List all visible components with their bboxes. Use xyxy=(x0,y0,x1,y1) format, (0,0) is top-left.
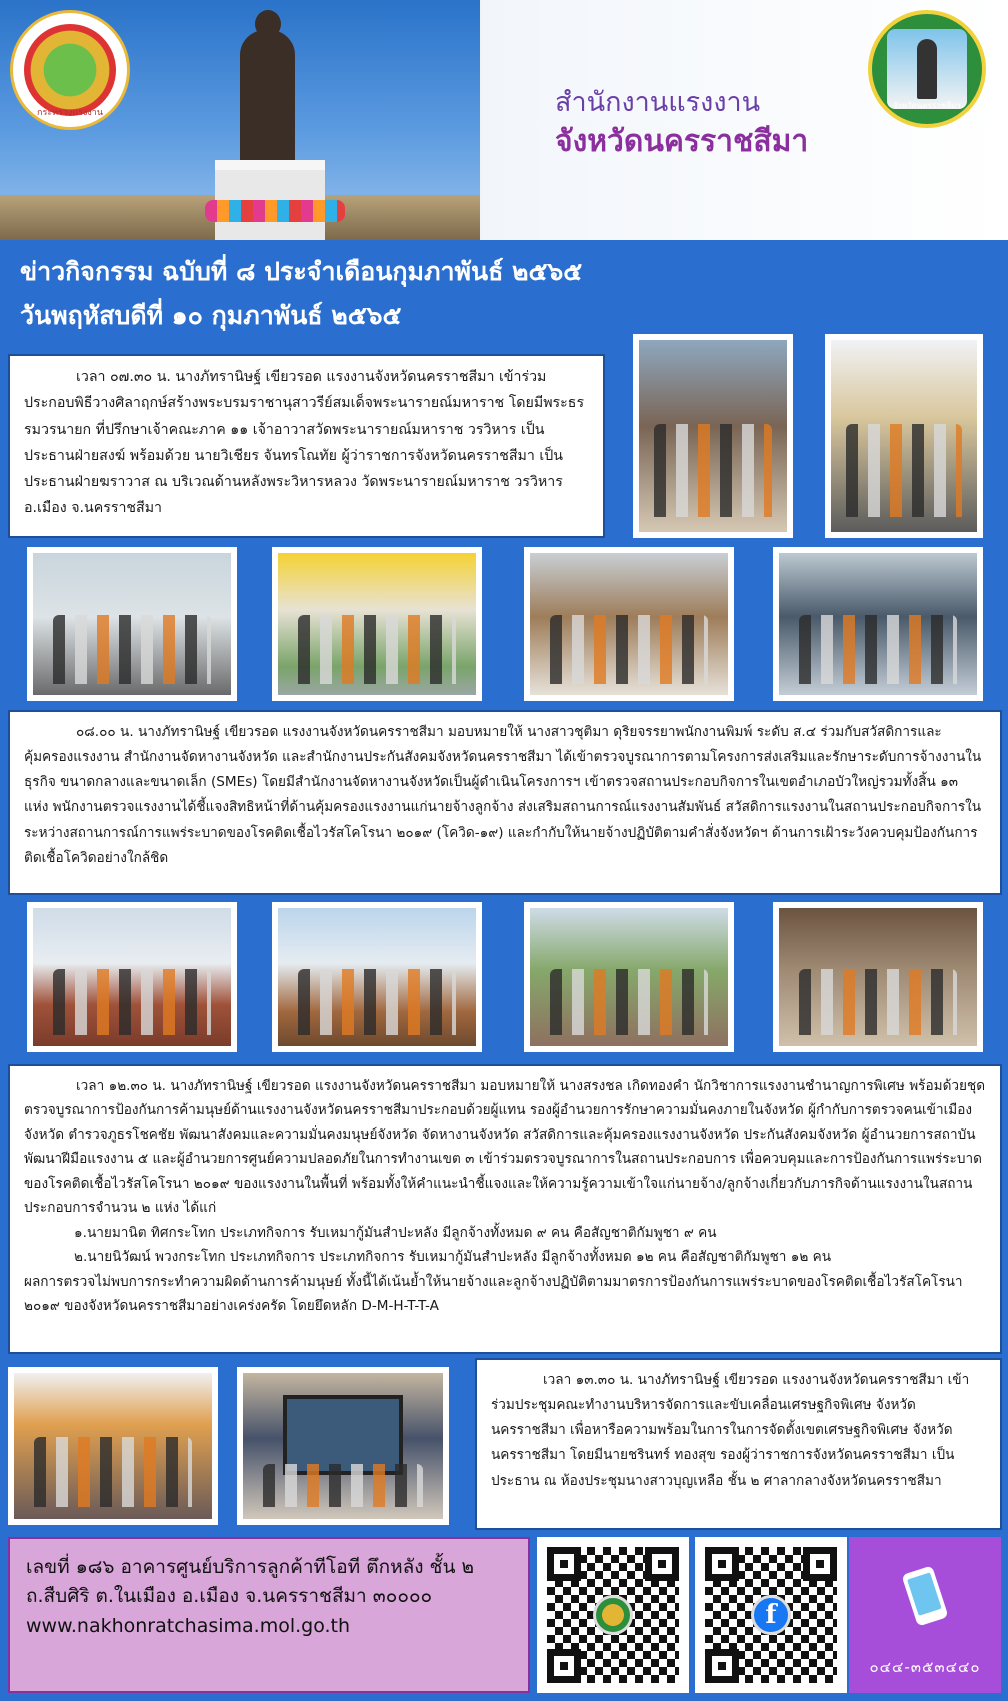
photo-field-1 xyxy=(27,902,237,1052)
photo-meeting-1 xyxy=(8,1367,218,1525)
article-2 xyxy=(8,710,1002,895)
qr-code-website[interactable] xyxy=(537,1537,689,1693)
article-1 xyxy=(8,354,605,538)
article-4 xyxy=(475,1358,1002,1530)
province-seal-icon-small xyxy=(593,1595,633,1635)
facebook-icon: f xyxy=(751,1595,791,1635)
statue-image xyxy=(240,30,295,170)
photo-field-2 xyxy=(272,902,482,1052)
phone-number: ๐๔๔-๓๕๓๔๔๐ xyxy=(869,1658,981,1676)
qr-code-facebook[interactable] xyxy=(695,1537,847,1693)
article-1-text: เวลา ๐๗.๓๐ น. นางภัทรานิษฐ์ เขียวรอด แรงงานจังหวัดนครราชสีมา เข้าร่วมประกอบพิธีวางศิลาฤกษ์สร้างพระบรมราชานุสาวรีย์สมเด็จพระนารายณ์มหาราช โดยมีพระธรรมวรนายก ที่ปรึกษาเจ้าคณะภาค ๑๑ เจ้าอาวาสวัดพระนารายณ์มหาราช วรวิหาร เป็นประธานฝ่ายสงฆ์ พร้อมด้วย นายวิเชียร จันทรโณทัย ผู้ว่าราชการจังหวัดนครราชสีมา เป็นประธานฝ่ายฆราวาส ณ บริเวณด้านหลังพระวิหารหลวง วัดพระนารายณ์มหาราช วรวิหาร อ.เมือง จ.นครราชสีมา xyxy=(24,369,585,517)
website-link[interactable]: www.nakhonratchasima.mol.go.th xyxy=(26,1614,351,1637)
newsletter-title: ข่าวกิจกรรม ฉบับที่ ๘ ประจำเดือนกุมภาพันธ์ ๒๕๖๕ xyxy=(20,257,583,286)
province-seal-logo xyxy=(868,10,986,128)
phone-contact-box[interactable] xyxy=(849,1537,1001,1693)
contact-address-box xyxy=(8,1537,530,1693)
header-banner xyxy=(0,0,1008,240)
photo-ceremony-1 xyxy=(633,334,793,538)
article-3-item-1: ๑.นายมานิต ทิศกระโทก ประเภทกิจการ รับเหมากู้มันสำปะหลัง มีลูกจ้างทั้งหมด ๙ คน คือสัญชาติกัมพูชา ๙ คน xyxy=(74,1224,717,1241)
article-3-result: ผลการตรวจไม่พบการกระทำความผิดด้านการค้ามนุษย์ ทั้งนี้ได้เน้นย้ำให้นายจ้างและลูกจ้างปฏิบัติตามมาตรการป้องกันการแพร่ระบาดของโรคติดเชื้อไวรัสโคโรนา ๒๐๑๙ ของจังหวัดนครราชสีมาอย่างเคร่งครัด โดยยึดหลัก D-M-H-T-T-A xyxy=(24,1273,963,1315)
article-3-text: เวลา ๑๒.๓๐ น. นางภัทรานิษฐ์ เขียวรอด แรงงานจังหวัดนครราชสีมา มอบหมายให้ นางสรงชล เกิดทองคำ นักวิชาการแรงงานชำนาญการพิเศษ พร้อมด้วยชุดตรวจบูรณาการป้องกันการค้ามนุษย์ด้านแรงงานจังหวัดนครราชสีมาประกอบด้วยผู้แทน รองผู้อำนวยการรักษาความมั่นคงภายในจังหวัด ผู้กำกับการตรวจคนเข้าเมืองจังหวัด ตำรวจภูธรโชคชัย พัฒนาสังคมและความมั่นคงมนุษย์จังหวัด จัดหางานจังหวัด สวัสดิการและคุ้มครองแรงงานจังหวัด ประกันสังคมจังหวัด ผู้อำนวยการสถาบันพัฒนาฝีมือแรงงาน ๕ และผู้อำนวยการศูนย์ความปลอดภัยในการทำงานเขต ๓ เข้าร่วมตรวจบูรณาการในสถานประกอบการ เพื่อควบคุมและการป้องกันการแพร่ระบาดของโรคติดเชื้อไวรัสโคโรนา ๒๐๑๙ ของแรงงานในพื้นที่ พร้อมทั้งให้คำแนะนำชี้แจงและให้ความรู้ความเข้าใจแก่นายจ้าง/ลูกจ้างเกี่ยวกับภารกิจด้านแรงงานในสถานประกอบการจำนวน ๒ แห่ง ได้แก่ xyxy=(24,1078,986,1217)
newsletter-date: วันพฤหัสบดีที่ ๑๐ กุมภาพันธ์ ๒๕๖๕ xyxy=(20,301,402,330)
photo-field-4 xyxy=(773,902,983,1052)
province-seal-icon xyxy=(887,29,967,109)
office-name-line2: จังหวัดนครราชสีมา xyxy=(555,124,809,159)
garland-decoration xyxy=(205,200,345,222)
photo-meeting-2 xyxy=(237,1367,449,1525)
article-3 xyxy=(8,1064,1002,1354)
article-4-text: เวลา ๑๓.๓๐ น. นางภัทรานิษฐ์ เขียวรอด แรงงานจังหวัดนครราชสีมา เข้าร่วมประชุมคณะทำงานบริหารจัดการและขับเคลื่อนเศรษฐกิจพิเศษ จังหวัดนครราชสีมา เพื่อหารือความพร้อมในการในการจัดตั้งเขตเศรษฐกิจพิเศษ จังหวัดนครราชสีมา โดยมีนายชรินทร์ ทองสุข รองผู้ว่าราชการจังหวัดนครราชสีมา เป็นประธาน ณ ห้องประชุมนางสาวบุญเหลือ ชั้น ๒ ศาลากลางจังหวัดนครราชสีมา xyxy=(491,1372,970,1489)
photo-inspection-3 xyxy=(524,547,734,701)
right-logo-text: จังหวัดนครราชสีมา xyxy=(893,101,961,110)
photo-field-3 xyxy=(524,902,734,1052)
qr-code-icon xyxy=(705,1547,837,1683)
photo-inspection-2 xyxy=(272,547,482,701)
photo-inspection-1 xyxy=(27,547,237,701)
office-name-line1: สำนักงานแรงงาน xyxy=(555,87,761,118)
photo-inspection-4 xyxy=(773,547,983,701)
article-2-text: ๐๘.๐๐ น. นางภัทรานิษฐ์ เขียวรอด แรงงานจังหวัดนครราชสีมา มอบหมายให้ นางสาวชุติมา ดุริยจรรยาพนักงานพิมพ์ ระดับ ส.๔ ร่วมกับสวัสดิการและคุ้มครองแรงงาน สำนักงานจัดหางานจังหวัด และสำนักงานประกันสังคมจังหวัดนครราชสีมา ได้เข้าตรวจบูรณาการตามโครงการส่งเสริมและรักษาระดับการจ้างงานในธุรกิจ ขนาดกลางและขนาดเล็ก (SMEs) โดยมีสำนักงานจัดหางานจังหวัดเป็นผู้ดำเนินโครงการฯ เข้าตรวจสถานประกอบกิจการในเขตอำเภอบัวใหญ่รวมทั้งสิ้น ๑๓ แห่ง พนักงานตรวจแรงงานได้ชี้แจงสิทธิหน้าที่ด้านคุ้มครองแรงงานแก่นายจ้างลูกจ้าง ส่งเสริมสถานการณ์แรงงานสัมพันธ์ สวัสดิการแรงงานในสถานประกอบกิจการในระหว่างสถานการณ์การแพร่ระบาดของโรคติดเชื้อไวรัสโคโรนา ๒๐๑๙ (โควิด-๑๙) และกำกับให้นายจ้างปฏิบัติตามคำสั่งจังหวัดฯ ด้านการเฝ้าระวังควบคุมป้องกันการติดเชื้อโควิดอย่างใกล้ชิด xyxy=(24,724,982,866)
photo-ceremony-2 xyxy=(825,334,983,538)
mobile-phone-icon xyxy=(901,1565,949,1627)
article-3-item-2: ๒.นายนิวัฒน์ พวงกระโทก ประเภทกิจการ ประเภทกิจการ รับเหมากู้มันสำปะหลัง มีลูกจ้างทั้งหมด ๑๒ คน คือสัญชาติกัมพูชา ๑๒ คน xyxy=(74,1249,832,1266)
address-line-1: เลขที่ ๑๘๖ อาคารศูนย์บริการลูกค้าทีโอที ตึกหลัง ชั้น ๒ xyxy=(26,1556,475,1578)
address-line-2: ถ.สืบศิริ ต.ในเมือง อ.เมือง จ.นครราชสีมา ๓๐๐๐๐ xyxy=(26,1585,433,1608)
ministry-of-labour-logo xyxy=(10,10,130,130)
left-logo-text: กระทรวงแรงงาน xyxy=(37,108,103,118)
ministry-emblem-icon xyxy=(24,24,116,116)
statue-head xyxy=(255,10,281,38)
qr-code-icon xyxy=(547,1547,679,1683)
